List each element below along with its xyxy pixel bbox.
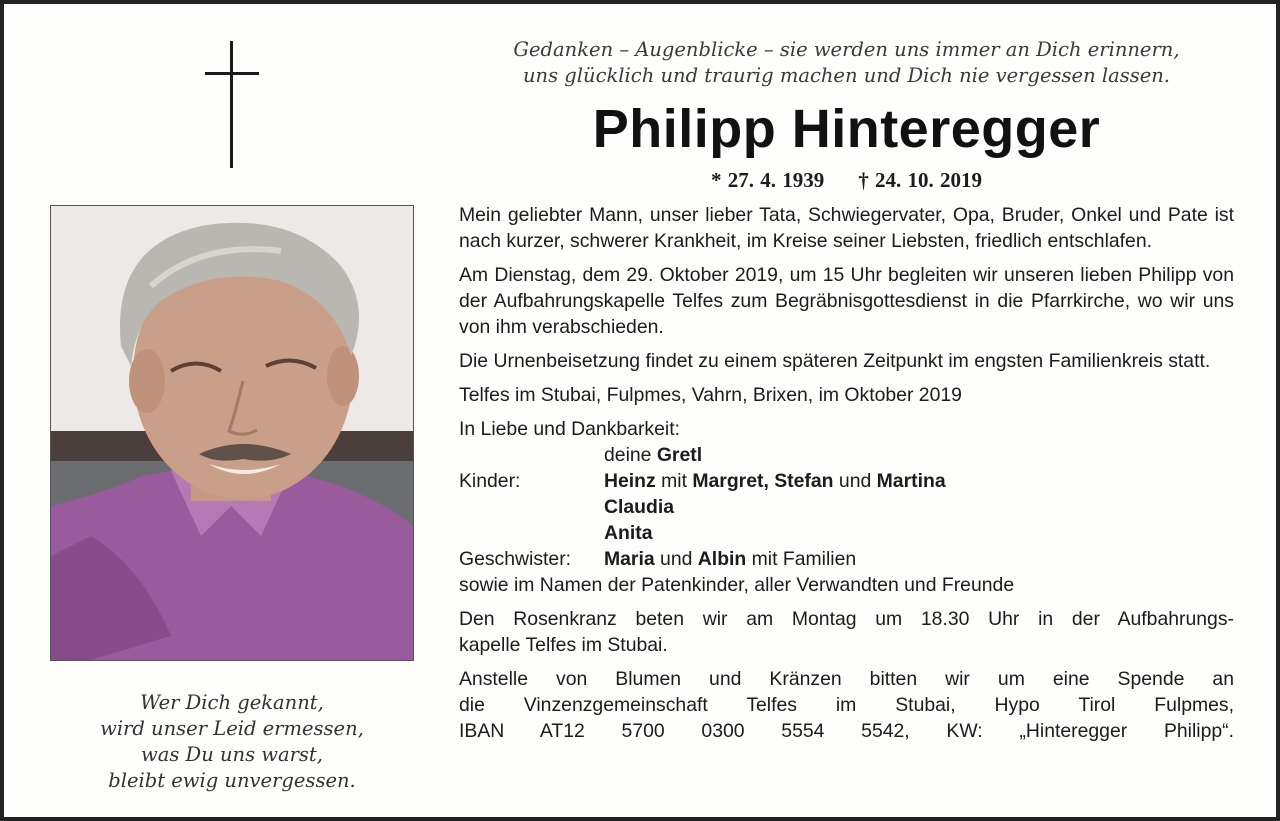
notice-body xyxy=(459,202,1234,744)
donation-paragraph xyxy=(459,666,1234,744)
verse-line: wird unser Leid ermessen, xyxy=(100,717,364,740)
others-line: sowie im Namen der Patenkinder, aller Verwandten und Freunde xyxy=(459,574,1015,596)
portrait-photo xyxy=(50,205,414,661)
donation-line: die Vinzenzgemeinschaft Telfes im Stubai, Hypo Tirol Fulpmes, xyxy=(459,694,1234,716)
donation-line: IBAN AT12 5700 0300 5554 5542, KW: „Hinteregger Philipp“. xyxy=(459,720,1234,742)
death-date: † 24. 10. 2019 xyxy=(858,168,982,192)
donation-line: Anstelle von Blumen und Kränzen bitten wir um eine Spende an xyxy=(459,668,1234,690)
children-row: Kinder: Heinz mit Margret, Stefan und Martina xyxy=(459,470,946,492)
memorial-verse xyxy=(44,690,420,794)
children-row: Anita xyxy=(604,522,653,544)
siblings-label: Geschwister: xyxy=(459,548,572,570)
funeral-paragraph: Am Dienstag, dem 29. Oktober 2019, um 15 Uhr begleiten wir unseren lieben Philipp von der Aufbahrungskapelle Telfes zum Begräbnisgottesdienst in die Pfarrkirche, wo wir uns von ihm verabschieden. xyxy=(459,264,1234,338)
urn-paragraph: Die Urnenbeisetzung findet zu einem späteren Zeitpunkt im engsten Familienkreis statt. xyxy=(459,350,1211,372)
rosary-line: kapelle Telfes im Stubai. xyxy=(459,634,668,656)
children-label: Kinder: xyxy=(459,470,521,492)
place-date: Telfes im Stubai, Fulpmes, Vahrn, Brixen, im Oktober 2019 xyxy=(459,384,962,406)
verse-line: was Du uns warst, xyxy=(141,743,323,766)
family-intro: In Liebe und Dankbarkeit: xyxy=(459,418,680,440)
deceased-name: Philipp Hinteregger xyxy=(592,99,1101,159)
spouse-name: Gretl xyxy=(656,444,703,466)
birth-date: * 27. 4. 1939 xyxy=(711,168,825,192)
quote-line: uns glücklich und traurig machen und Dich nie vergessen lassen. xyxy=(522,64,1171,87)
verse-line: bleibt ewig unvergessen. xyxy=(108,769,356,792)
rosary-paragraph xyxy=(459,606,1234,658)
children-row: Claudia xyxy=(604,496,675,518)
cross-icon xyxy=(205,41,259,168)
spouse-row: deine Gretl xyxy=(604,444,703,466)
quote-line: Gedanken – Augenblicke – sie werden uns immer an Dich erinnern, xyxy=(513,38,1180,61)
opening-quote xyxy=(459,37,1234,89)
rosary-line: Den Rosenkranz beten wir am Montag um 18.30 Uhr in der Aufbahrungs- xyxy=(459,608,1234,630)
verse-line: Wer Dich gekannt, xyxy=(140,691,324,714)
life-dates xyxy=(459,167,1234,193)
siblings-row: Geschwister: Maria und Albin mit Familien xyxy=(459,548,857,570)
announcement-paragraph: Mein geliebter Mann, unser lieber Tata, Schwiegervater, Opa, Bruder, Onkel und Pate ist nach kurzer, schwerer Krankheit, im Kreise seiner Liebsten, friedlich entschlafen. xyxy=(459,204,1234,252)
